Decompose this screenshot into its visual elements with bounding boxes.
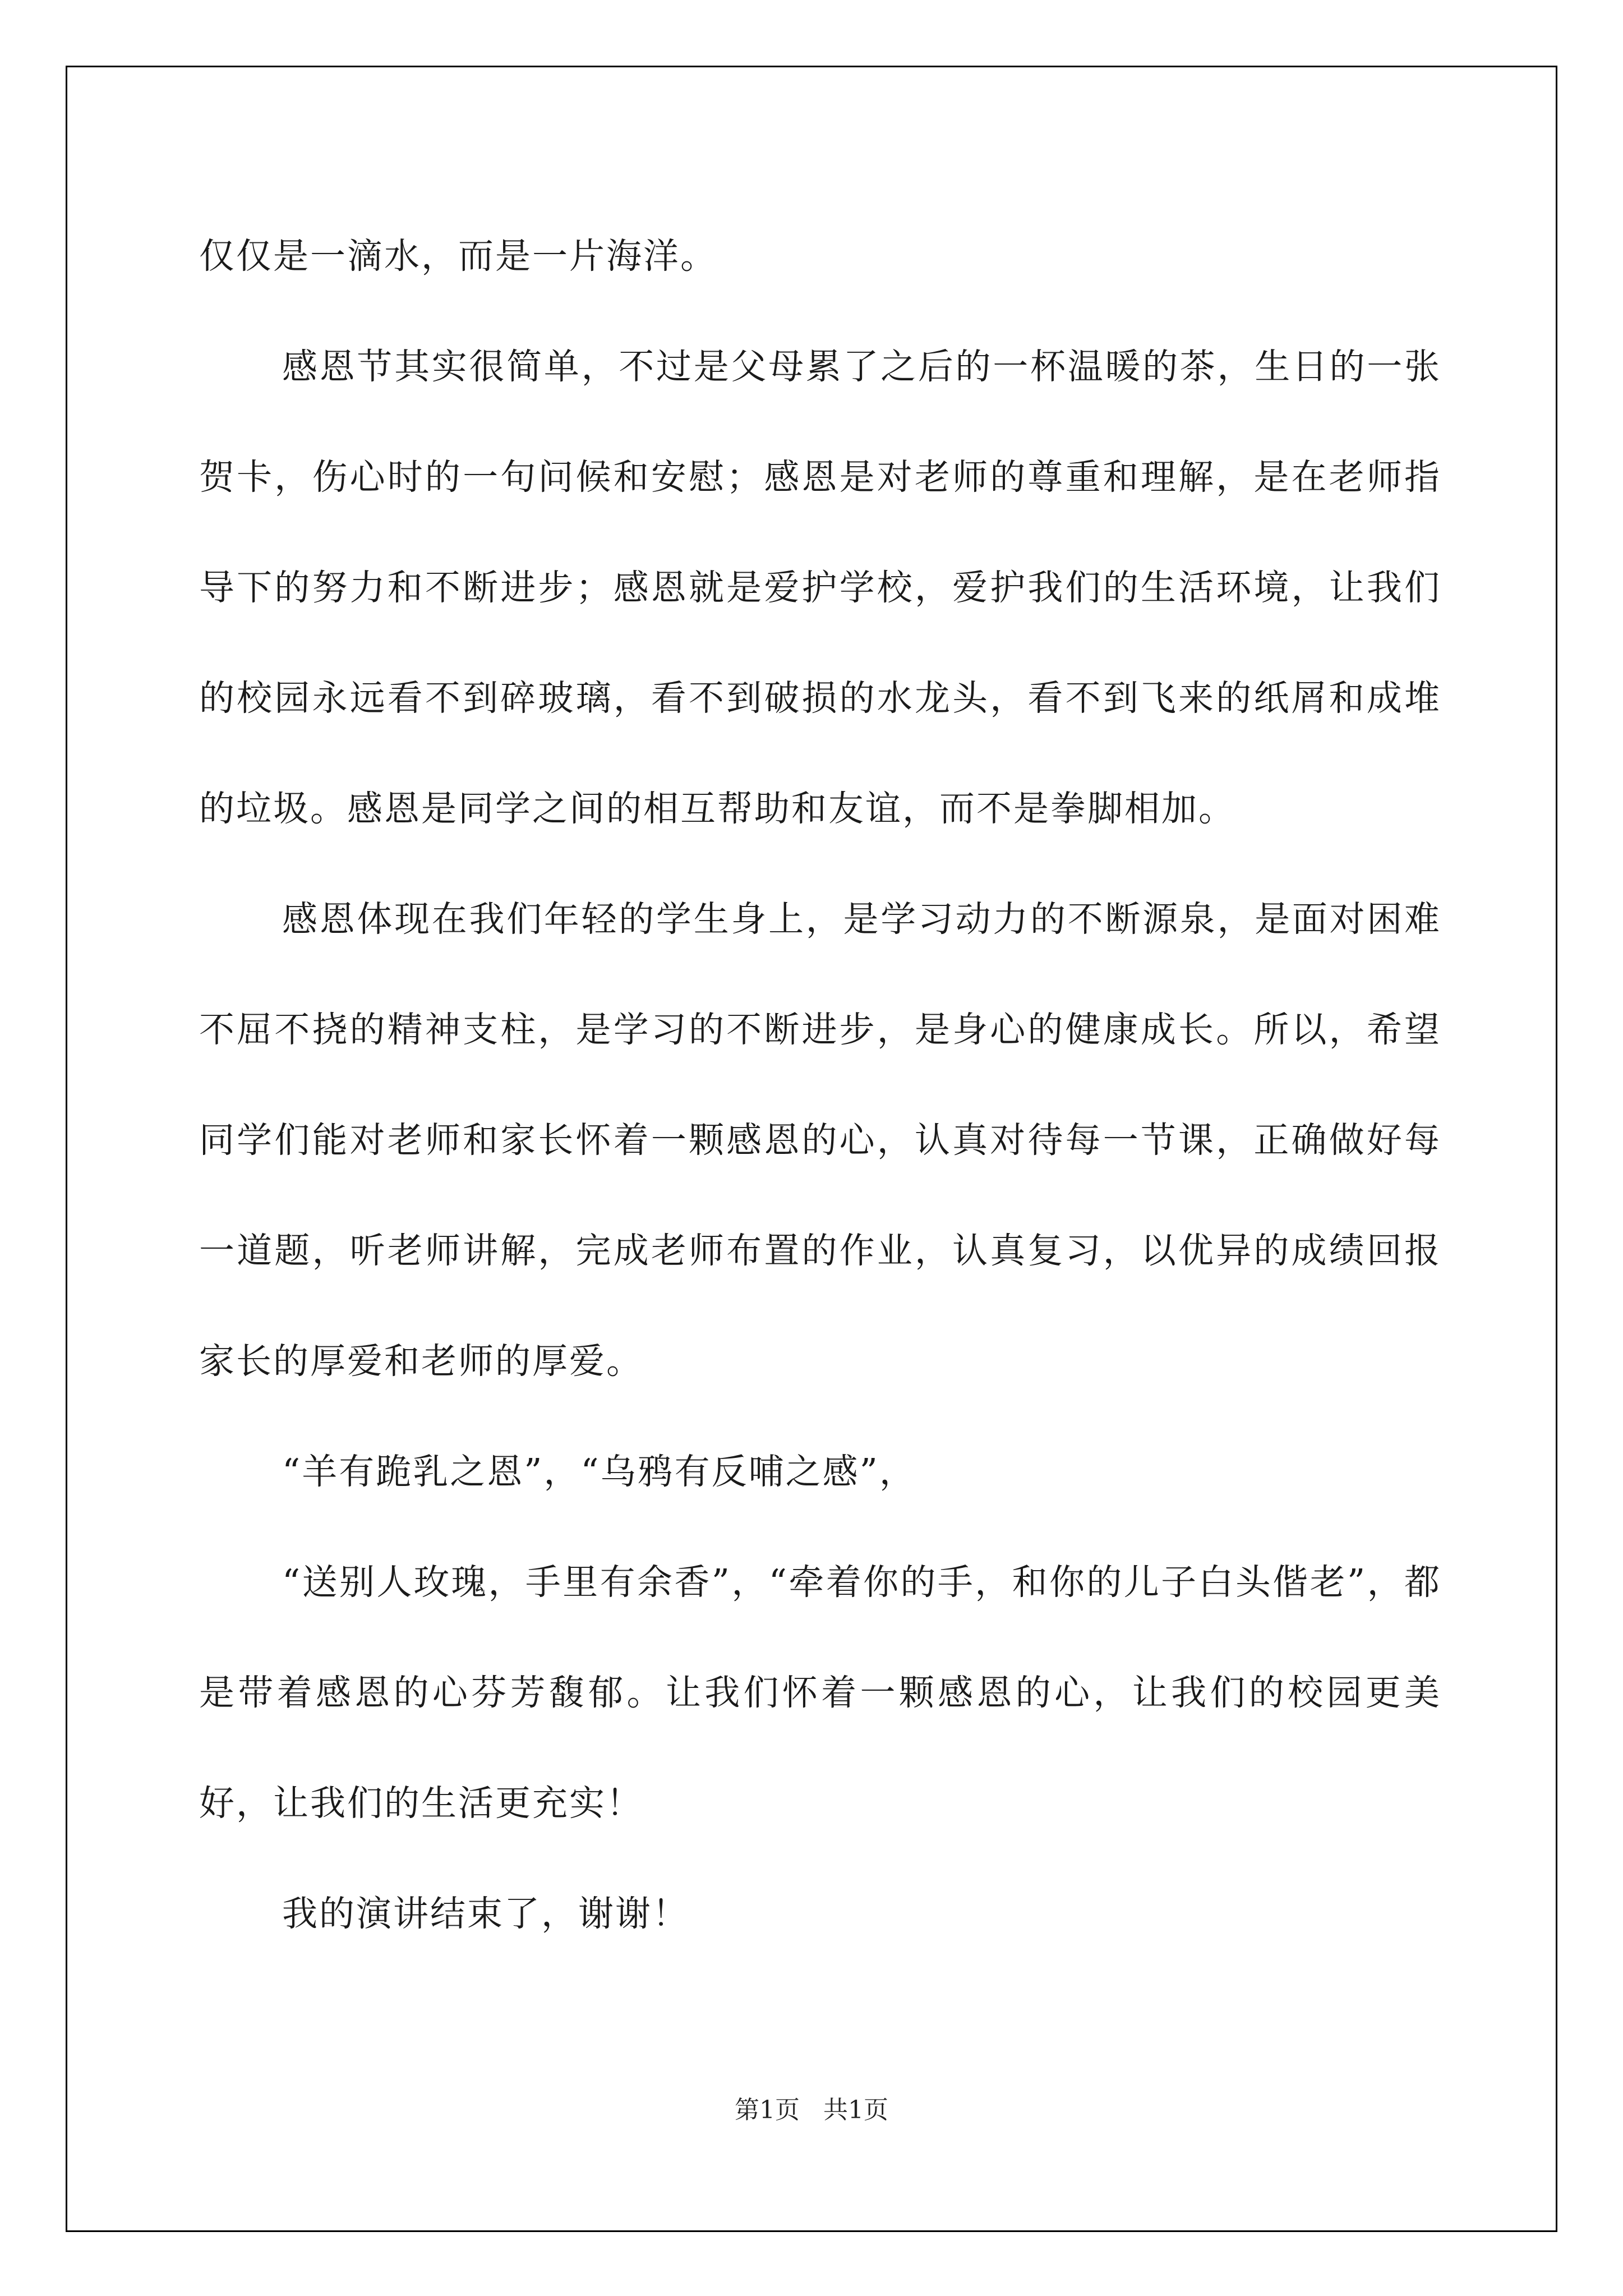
page-number-footer: 第1页 共1页 <box>735 2096 888 2124</box>
paragraph-4: “羊有跪乳之恩”，“乌鸦有反哺之感”， <box>282 1451 916 1492</box>
paragraph-1: 仅仅是一滴水，而是一片海洋。 <box>199 236 717 277</box>
document-body <box>199 201 1441 1969</box>
paragraph-2: 感恩节其实很简单，不过是父母累了之后的一杯温暖的茶，生日的一张贺卡，伤心时的一句问候和安慰；感恩是对老师的尊重和理解，是在老师指导下的努力和不断进步；感恩就是爱护学校，爱护我们的生活环境，让我们的校园永远看不到碎玻璃，看不到破损的水龙头，看不到飞来的纸屑和成堆的垃圾。感恩是同学之间的相互帮助和友谊，而不是拳脚相加。 <box>199 346 1441 829</box>
paragraph-6: 我的演讲结束了，谢谢！ <box>282 1893 689 1934</box>
paragraph-5: “送别人玫瑰，手里有余香”，“牵着你的手，和你的儿子白头偕老”，都是带着感恩的心芬芳馥郁。让我们怀着一颗感恩的心，让我们的校园更美好，让我们的生活更充实！ <box>199 1562 1441 1824</box>
paragraph-3: 感恩体现在我们年轻的学生身上，是学习动力的不断源泉，是面对困难不屈不挠的精神支柱，是学习的不断进步，是身心的健康成长。所以，希望同学们能对老师和家长怀着一颗感恩的心，认真对待每一节课，正确做好每一道题，听老师讲解，完成老师布置的作业，认真复习，以优异的成绩回报家长的厚爱和老师的厚爱。 <box>199 899 1441 1382</box>
